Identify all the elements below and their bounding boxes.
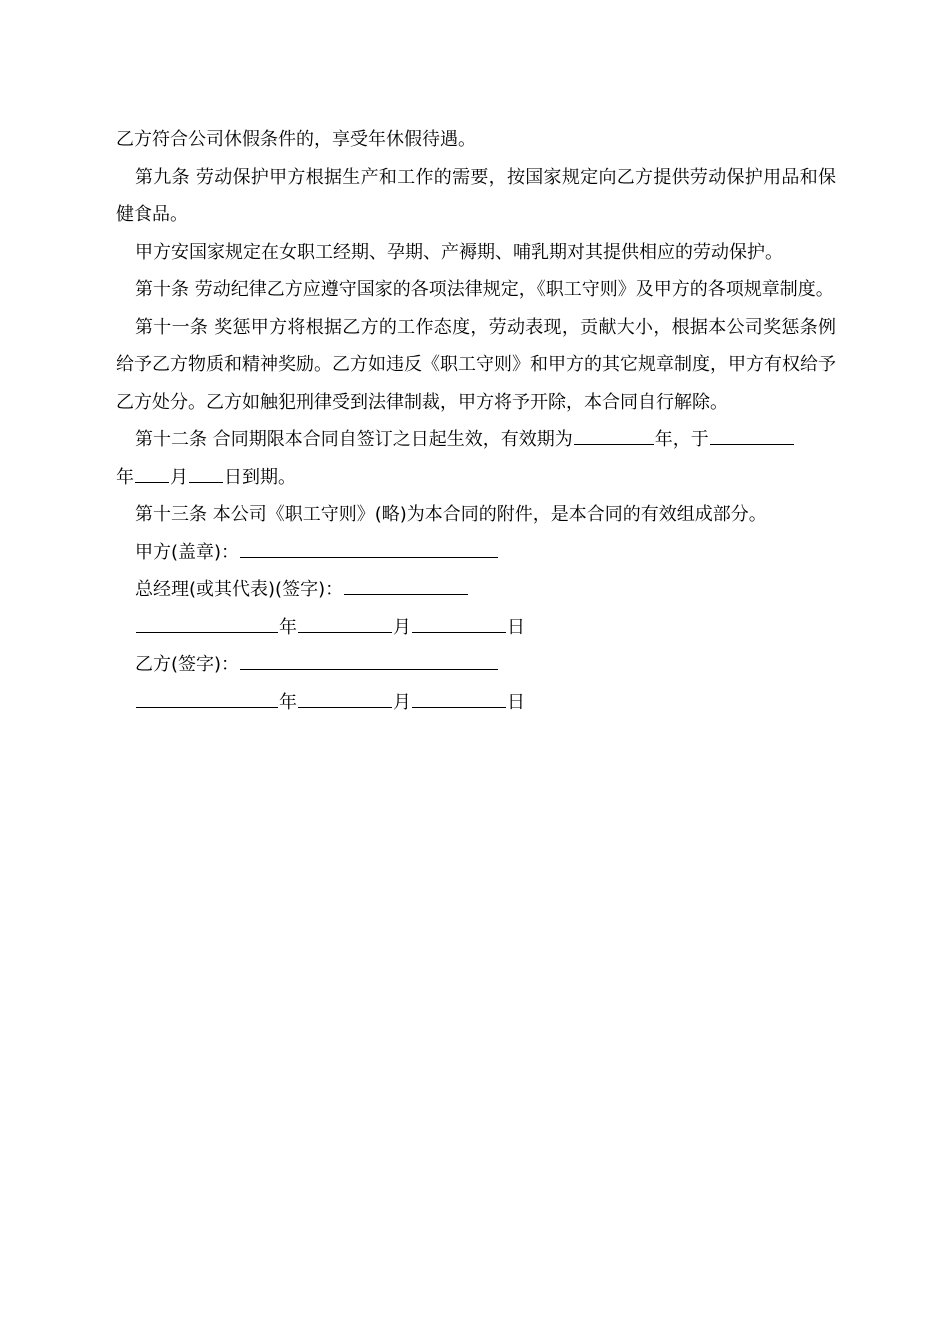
validity-years-blank bbox=[574, 426, 654, 445]
party-b-year-label: 年 bbox=[279, 691, 297, 713]
paragraph-article-11: 第十一条 奖惩甲方将根据乙方的工作态度，劳动表现，贡献大小，根据本公司奖惩条例给予乙方物质和精神奖励。乙方如违反《职工守则》和甲方的其它规章制度，甲方有权给予乙方处分。乙方如触犯刑律受到法律制裁，甲方将予开除，本合同自行解除。 bbox=[116, 316, 836, 413]
manager-signature-line bbox=[116, 571, 836, 609]
paragraph-female-protection: 甲方安国家规定在女职工经期、孕期、产褥期、哺乳期对其提供相应的劳动保护。 bbox=[135, 241, 783, 263]
party-b-year-blank bbox=[136, 689, 278, 708]
article-12-text-2: 年，于 bbox=[654, 429, 709, 450]
paragraph-article-12 bbox=[116, 421, 836, 496]
party-b-date-line bbox=[116, 684, 836, 722]
expiry-month-blank bbox=[135, 464, 169, 483]
party-a-day-blank bbox=[412, 614, 506, 633]
party-b-signature-line bbox=[116, 646, 836, 684]
party-b-month-blank bbox=[298, 689, 392, 708]
party-a-signature-line bbox=[116, 534, 836, 572]
contract-body bbox=[116, 121, 836, 721]
paragraph-article-13: 第十三条 本公司《职工守则》(略)为本合同的附件，是本合同的有效组成部分。 bbox=[135, 504, 767, 525]
expiry-day-blank bbox=[189, 464, 223, 483]
paragraph-annual-leave: 乙方符合公司休假条件的，享受年休假待遇。 bbox=[116, 129, 476, 150]
party-b-day-blank bbox=[412, 689, 506, 708]
paragraph-article-9: 第九条 劳动保护甲方根据生产和工作的需要，按国家规定向乙方提供劳动保护用品和保健食品。 bbox=[116, 166, 836, 225]
party-b-day-label: 日 bbox=[507, 691, 525, 713]
article-12-text-5: 日到期。 bbox=[224, 466, 296, 488]
manager-sign-blank bbox=[344, 576, 468, 595]
manager-label: 总经理(或其代表)(签字)： bbox=[135, 579, 344, 600]
party-a-month-label: 月 bbox=[393, 616, 411, 638]
party-a-seal-blank bbox=[240, 539, 498, 558]
party-a-label: 甲方(盖章)： bbox=[135, 541, 240, 563]
paragraph-article-10: 第十条 劳动纪律乙方应遵守国家的各项法律规定，《职工守则》及甲方的各项规章制度。 bbox=[135, 279, 834, 300]
party-a-year-label: 年 bbox=[279, 616, 297, 638]
article-12-text-4: 月 bbox=[170, 466, 188, 488]
party-a-date-line bbox=[116, 609, 836, 647]
party-b-month-label: 月 bbox=[393, 691, 411, 713]
party-a-month-blank bbox=[298, 614, 392, 633]
party-a-day-label: 日 bbox=[507, 616, 525, 638]
party-b-sign-blank bbox=[240, 651, 498, 670]
article-12-text-3: 年 bbox=[116, 466, 134, 488]
party-a-year-blank bbox=[136, 614, 278, 633]
expiry-year-blank bbox=[710, 426, 794, 445]
party-b-label: 乙方(签字)： bbox=[135, 654, 240, 675]
article-12-text-1: 第十二条 合同期限本合同自签订之日起生效，有效期为 bbox=[135, 429, 573, 450]
